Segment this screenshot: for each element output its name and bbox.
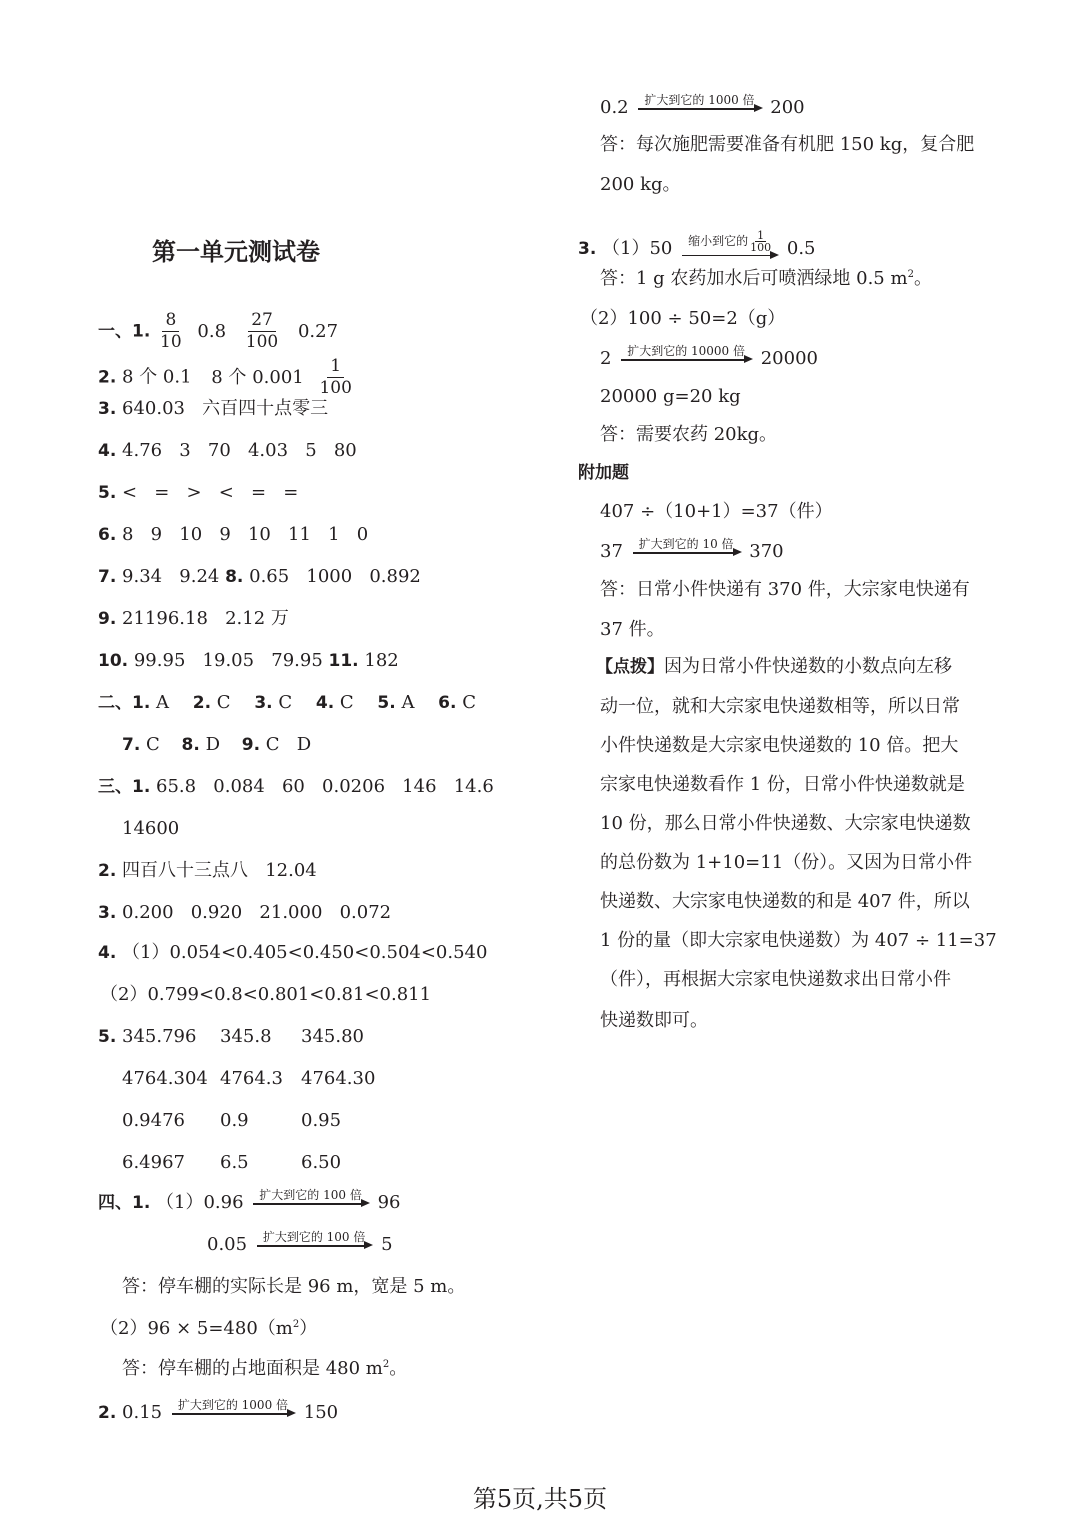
- s3-q5-cell: 0.95: [301, 1110, 342, 1131]
- s1-q9: [98, 610, 289, 628]
- answer-line: 答：停车棚的实际长是 96 m，宽是 5 m。: [122, 1276, 466, 1297]
- s3-q5-row: 5.: [98, 1027, 117, 1047]
- s3-q4-part2: （2）0.799<0.8<0.801<0.81<0.811: [100, 984, 432, 1005]
- answer-line: 答：日常小件快递有 370 件，大宗家电快递有: [600, 579, 970, 600]
- s3-q5-cell: 6.50: [301, 1152, 342, 1173]
- answer-text: 21196.18 2.12 万: [122, 608, 289, 629]
- tip-line: （件），再根据大宗家电快递数求出日常小件: [600, 969, 951, 990]
- answer-line: 答：需要农药 20kg。: [600, 424, 778, 445]
- s3-q5-cell: 345.796: [122, 1026, 197, 1047]
- s4-q1-a1: 四、1. （1）0.96 扩大到它的 100 倍 96: [98, 1188, 401, 1213]
- section-label: 四、: [98, 1193, 132, 1213]
- arrow-icon: 扩大到它的 1000 倍: [172, 1399, 294, 1414]
- answer-line: 37 件。: [600, 619, 665, 640]
- s3-q5-cell: 4764.304: [122, 1068, 208, 1089]
- answer-text: 0.27: [297, 320, 339, 342]
- s3-q1-cont: 14600: [122, 818, 180, 839]
- s1-q4: [98, 442, 357, 460]
- answer-line: 200 kg。: [600, 174, 681, 195]
- question-number: 4.: [98, 441, 117, 461]
- tip-line: 【点拨】因为日常小件快递数的小数点向左移: [596, 656, 952, 677]
- s3-q5-cell: 4764.30: [301, 1068, 376, 1089]
- answer-line: 答：1 g 农药加水后可喷洒绿地 0.5 $m^2$。: [600, 268, 932, 289]
- r-q3-a1: 3. （1）50 缩小到它的 $\frac{1}{100}$ 0.5: [578, 229, 816, 260]
- section-label: 三、: [98, 777, 132, 797]
- tip-line: 动一位，就和大宗家电快递数相等，所以日常: [600, 696, 960, 717]
- s2-row2: 7. C 8. D 9. C D: [122, 734, 312, 755]
- calc-line: 407 ÷（10+1）=37（件）: [600, 501, 833, 522]
- s1-q10: [98, 652, 399, 670]
- question-number: 5.: [98, 483, 117, 503]
- question-number: 11.: [328, 651, 359, 671]
- tip-line: 快递数、大宗家电快递数的和是 407 件，所以: [600, 891, 970, 912]
- s1-q5: [98, 484, 298, 502]
- s1-q3: [98, 400, 328, 418]
- tip-line: 的总份数为 1+10=11（份）。又因为日常小件: [600, 852, 973, 873]
- tip-line: 宗家电快递数看作 1 份，日常小件快递数就是: [600, 774, 965, 795]
- s1-q2: [98, 358, 356, 397]
- answer-text: 182: [364, 650, 399, 671]
- tip-line: 小件快递数是大宗家电快递数的 10 倍。把大: [600, 735, 959, 756]
- answer-text: 0.8: [197, 320, 227, 342]
- answer-text: 4.76 3 70 4.03 5 80: [122, 440, 357, 461]
- answer-text: 640.03 六百四十点零三: [122, 398, 329, 419]
- arrow-icon: 扩大到它的 10000 倍: [621, 345, 751, 360]
- extra-heading: 附加题: [578, 463, 629, 483]
- calc-line: 20000 g=20 kg: [600, 386, 741, 407]
- fraction: $\frac{8}{10}$: [160, 310, 182, 352]
- s3-q4: 4. （1）0.054<0.405<0.450<0.504<0.540: [98, 942, 488, 963]
- page-title: 第一单元测试卷: [152, 238, 320, 266]
- tip-line: 10 份，那么日常小件快递数、大宗家电快递数: [600, 813, 971, 834]
- fraction: $\frac{1}{100}$: [319, 356, 352, 398]
- r-extra-arrow: 37 扩大到它的 10 倍 370: [600, 537, 784, 562]
- tip-line: 1 份的量（即大宗家电快递数）为 407 ÷ 11=37: [600, 930, 997, 951]
- s1-q6: [98, 526, 368, 544]
- fraction: $\frac{27}{100}$: [245, 310, 279, 352]
- arrow-icon: 扩大到它的 100 倍: [257, 1231, 372, 1246]
- answer-text: 8 个 0.1: [122, 366, 192, 388]
- answer-text: 0.65 1000 0.892: [249, 566, 421, 587]
- s4-q1-part2: $(2)96 \times 5=480(m^2)$: [100, 1318, 318, 1339]
- question-number: 3.: [98, 399, 117, 419]
- question-number: 10.: [98, 651, 129, 671]
- s3-q5-cell: 0.9: [220, 1110, 249, 1131]
- answer-line: 答：停车棚的占地面积是 480 $m^2$。: [122, 1358, 408, 1379]
- answer-text: 8 个 0.001: [211, 366, 304, 388]
- arrow-icon: 扩大到它的 10 倍: [633, 538, 740, 553]
- s3-q5-cell: 345.80: [301, 1026, 364, 1047]
- answer-text: 9.34 9.24: [122, 566, 220, 587]
- s3-q5-cell: 0.9476: [122, 1110, 185, 1131]
- r-arrow-line: 0.2 扩大到它的 1000 倍 200: [600, 93, 805, 118]
- s3-q5-cell: 6.5: [220, 1152, 249, 1173]
- s4-q1-a2: 0.05 扩大到它的 100 倍 5: [207, 1230, 393, 1255]
- s3-q1: 三、1. 65.8 0.084 60 0.0206 146 14.6: [98, 776, 494, 797]
- arrow-icon: 缩小到它的 $\frac{1}{100}$: [682, 230, 777, 256]
- r-q3-part2: （2）100 ÷ 50=2（g）: [580, 308, 786, 329]
- page-footer: 第5页,共5页: [472, 1485, 608, 1513]
- tip-label: 【点拨】: [596, 657, 664, 677]
- s3-q2: 2. 四百八十三点八 12.04: [98, 860, 317, 881]
- answer-text: 8 9 10 9 10 11 1 0: [122, 524, 369, 545]
- answer-text: 99.95 19.05 79.95: [133, 650, 323, 671]
- s3-q5-cell: 345.8: [220, 1026, 272, 1047]
- arrow-icon: 扩大到它的 1000 倍: [638, 94, 760, 109]
- section-label: 二、: [98, 693, 132, 713]
- section-label: 一、: [98, 321, 132, 342]
- s3-q3: 3. 0.200 0.920 21.000 0.072: [98, 902, 392, 923]
- arrow-icon: 扩大到它的 100 倍: [253, 1189, 368, 1204]
- question-number: 1.: [132, 321, 151, 342]
- r-q3-a2: 2 扩大到它的 10000 倍 20000: [600, 344, 818, 369]
- question-number: 2.: [98, 367, 117, 388]
- s3-q5-cell: 6.4967: [122, 1152, 185, 1173]
- s1-q1: [98, 312, 338, 351]
- answer-text: < = > < = =: [122, 482, 299, 503]
- s2-row1: 二、1. A 2. C 3. C 4. C 5. A 6. C: [98, 692, 476, 713]
- question-number: 9.: [98, 609, 117, 629]
- s4-q2: 2. 0.15 扩大到它的 1000 倍 150: [98, 1398, 339, 1423]
- question-number: 8.: [225, 567, 244, 587]
- question-number: 7.: [98, 567, 117, 587]
- s1-q7: [98, 568, 421, 586]
- question-number: 6.: [98, 525, 117, 545]
- answer-line: 答：每次施肥需要准备有机肥 150 kg，复合肥: [600, 134, 975, 155]
- s3-q5-cell: 4764.3: [220, 1068, 283, 1089]
- tip-line: 快递数即可。: [600, 1010, 708, 1031]
